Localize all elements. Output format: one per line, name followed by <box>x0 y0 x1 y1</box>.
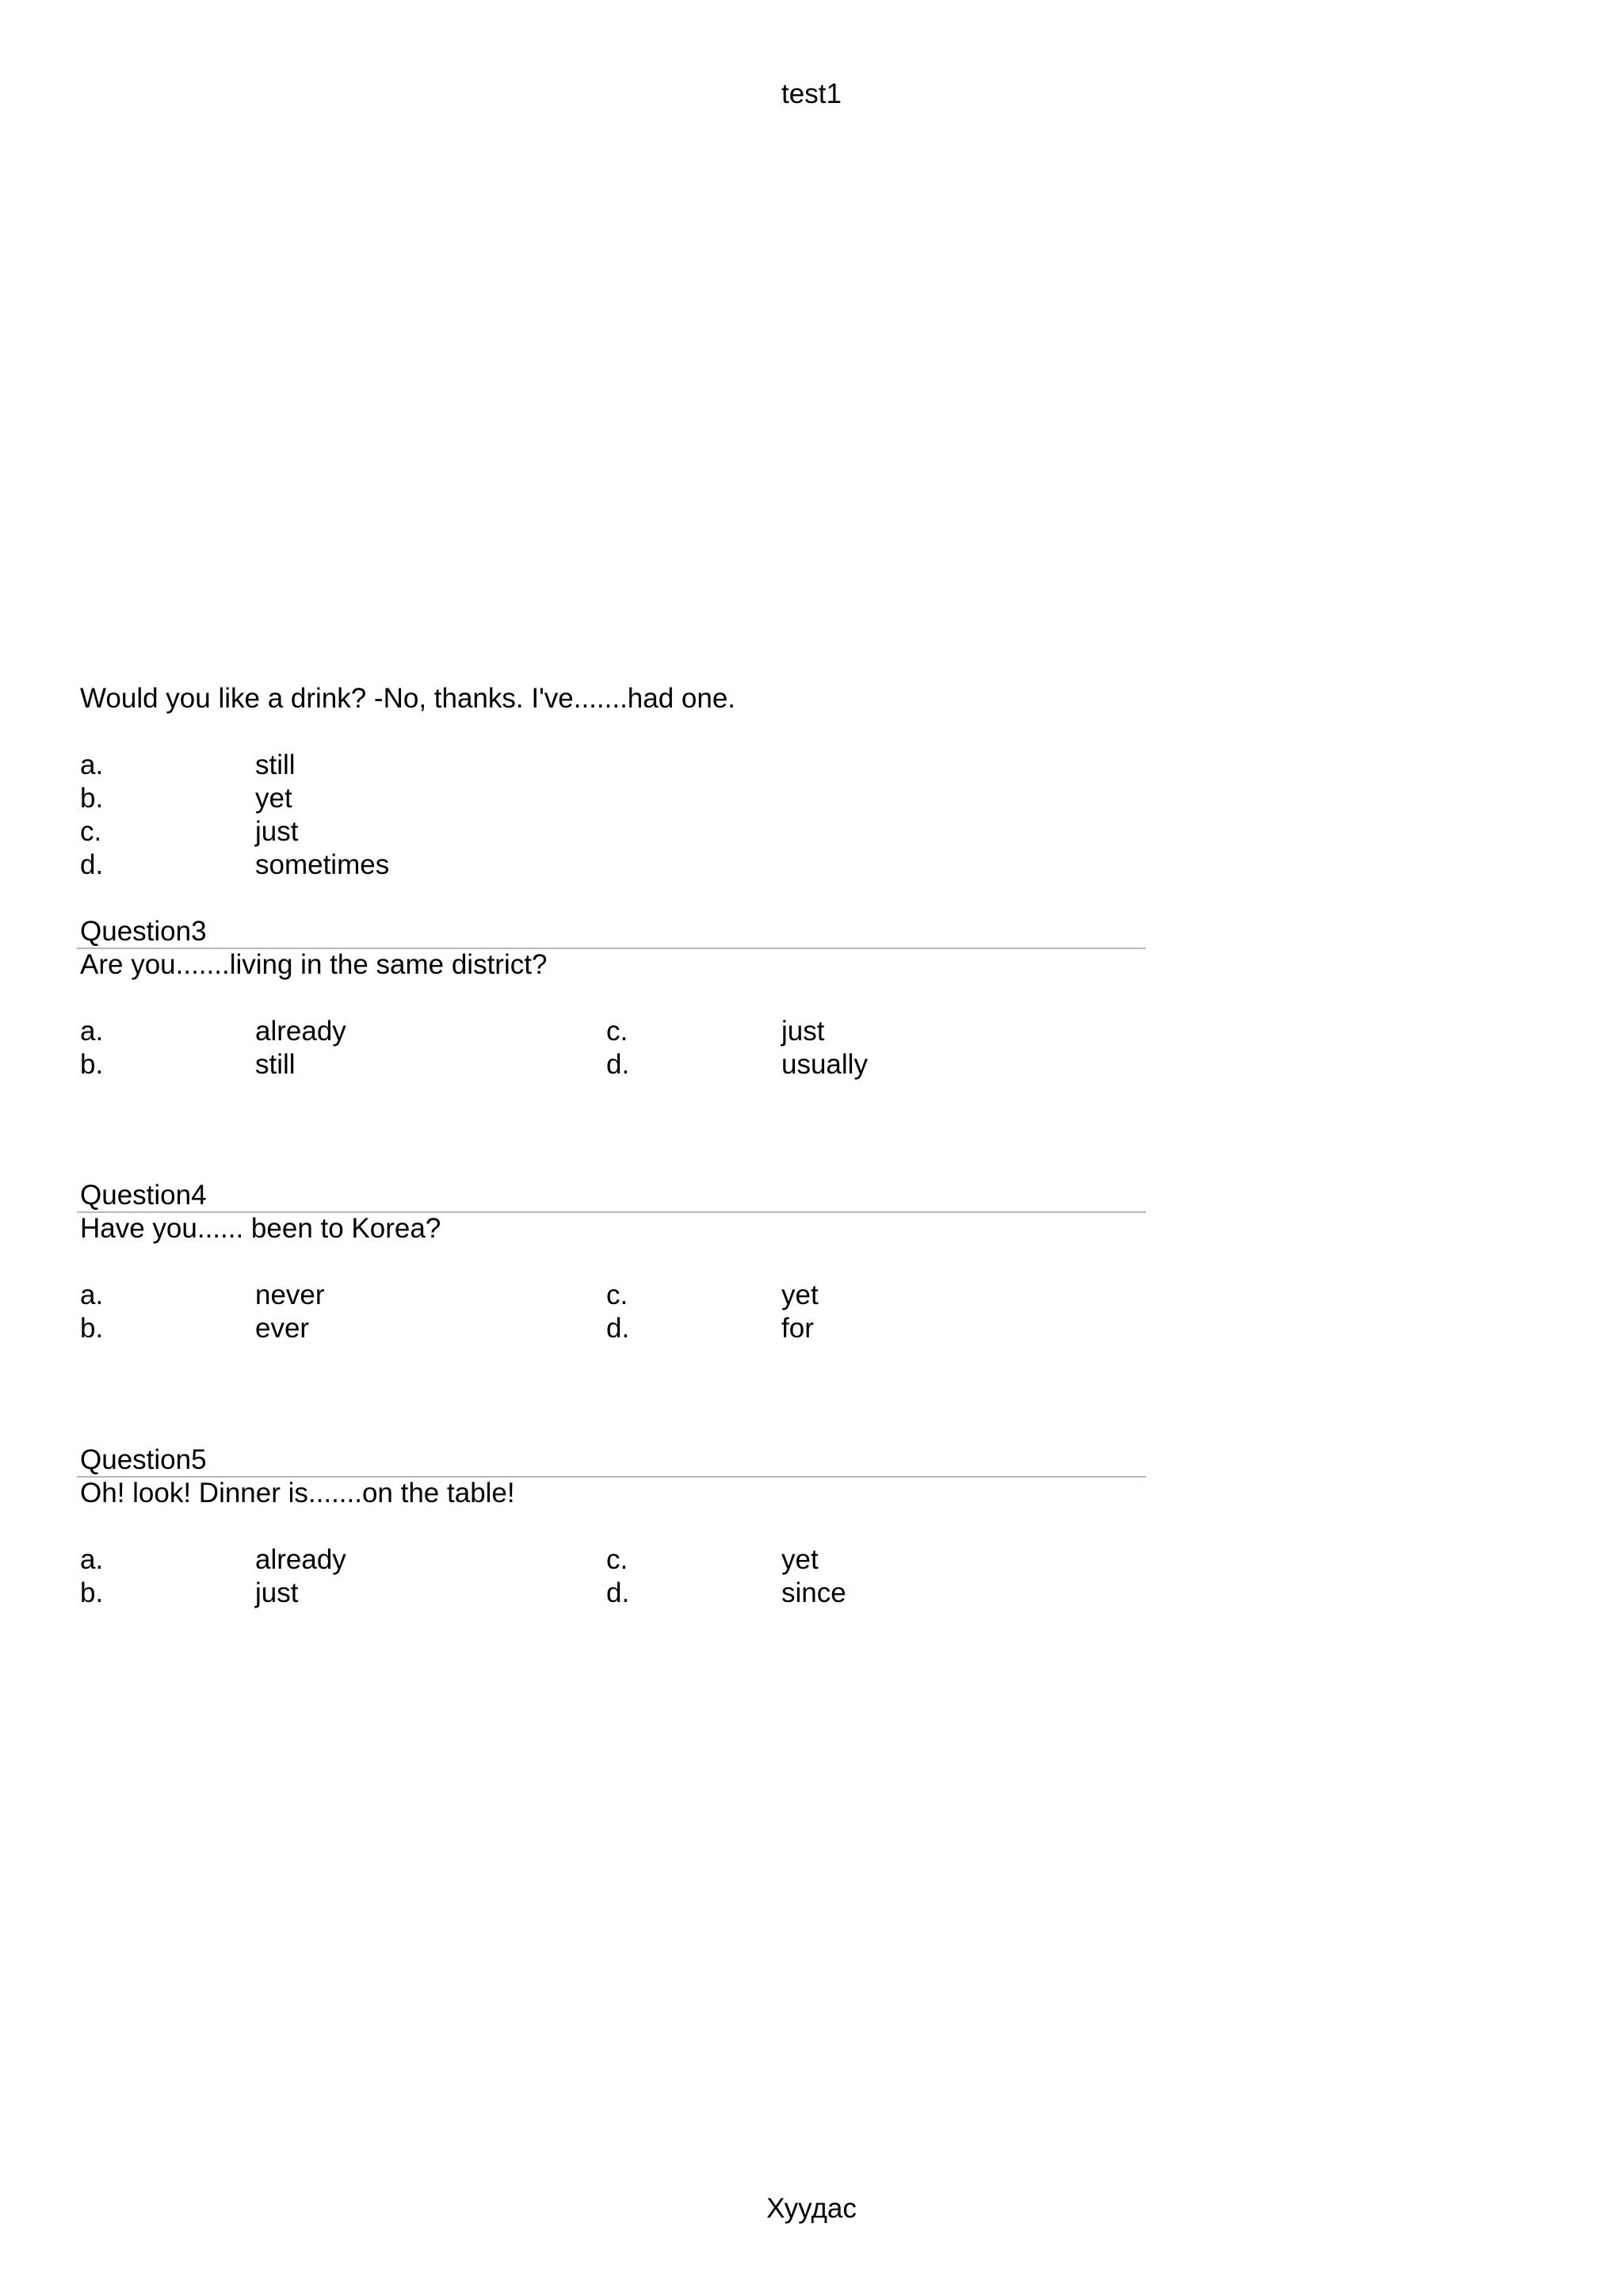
option-text: sometimes <box>255 849 390 880</box>
question-title: Question3 <box>80 916 207 947</box>
answer-options <box>80 1279 1146 1345</box>
option-letter: b. <box>80 1049 104 1080</box>
option-text: ever <box>255 1313 310 1344</box>
answer-option-row <box>80 1543 1146 1577</box>
option-letter: b. <box>80 1313 104 1344</box>
option-letter: d. <box>606 1049 630 1080</box>
answer-option-row <box>80 1312 1146 1345</box>
answer-options <box>80 1015 1146 1081</box>
question-block-4 <box>80 1179 1146 1345</box>
option-text: already <box>255 1016 346 1047</box>
option-letter: c. <box>80 816 102 847</box>
question-text: Have you...... been to Korea? <box>80 1213 441 1244</box>
option-letter: b. <box>80 783 104 814</box>
option-letter: c. <box>606 1016 628 1047</box>
question-divider <box>77 1476 1146 1478</box>
question-divider <box>77 1211 1146 1213</box>
question-title: Question4 <box>80 1180 207 1211</box>
option-text: since <box>781 1577 846 1608</box>
option-letter: d. <box>80 849 104 880</box>
answer-option-row <box>80 1577 1146 1610</box>
page-header: test1 <box>781 78 842 109</box>
option-letter: a. <box>80 1016 104 1047</box>
answer-option-row <box>80 1279 1146 1312</box>
option-letter: d. <box>606 1313 630 1344</box>
question-text: Oh! look! Dinner is.......on the table! <box>80 1478 515 1508</box>
option-text: yet <box>255 783 292 814</box>
question-block-3 <box>80 915 1146 1081</box>
option-letter: a. <box>80 1544 104 1575</box>
option-letter: b. <box>80 1577 104 1608</box>
option-letter: c. <box>606 1280 628 1310</box>
option-text: still <box>255 749 296 780</box>
question-title: Question5 <box>80 1444 207 1475</box>
question-block-5 <box>80 1444 1146 1610</box>
answer-option-row <box>80 1048 1146 1081</box>
question-divider <box>77 948 1146 949</box>
answer-options <box>80 1543 1146 1610</box>
question-text: Are you.......living in the same district? <box>80 949 548 980</box>
option-text: never <box>255 1280 325 1310</box>
option-letter: d. <box>606 1577 630 1608</box>
option-text: just <box>255 816 299 847</box>
option-letter: a. <box>80 1280 104 1310</box>
option-text: just <box>781 1016 825 1047</box>
page-footer: Хуудас <box>766 2193 857 2224</box>
option-text: just <box>255 1577 299 1608</box>
option-letter: c. <box>606 1544 628 1575</box>
answer-option-row <box>80 1015 1146 1048</box>
option-text: yet <box>781 1280 819 1310</box>
question-text: Would you like a drink? -No, thanks. I've.......had one. <box>80 683 736 714</box>
option-text: for <box>781 1313 814 1344</box>
option-letter: a. <box>80 749 104 780</box>
option-text: still <box>255 1049 296 1080</box>
option-text: already <box>255 1544 346 1575</box>
option-text: yet <box>781 1544 819 1575</box>
option-text: usually <box>781 1049 868 1080</box>
